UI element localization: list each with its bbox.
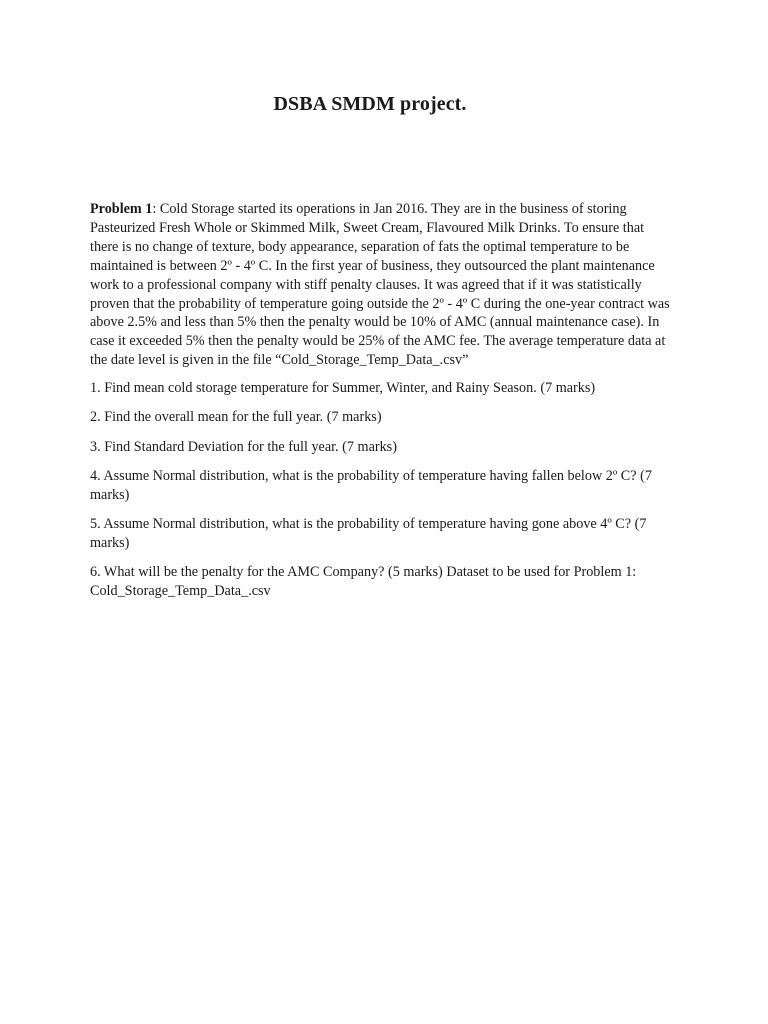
document-body [90, 200, 674, 612]
question-6: 6. What will be the penalty for the AMC Company? (5 marks) Dataset to be used for Problem 1: Cold_Storage_Temp_Data_.csv [90, 564, 637, 600]
question-3: 3. Find Standard Deviation for the full year. (7 marks) [90, 438, 397, 455]
question-4: 4. Assume Normal distribution, what is the probability of temperature having fallen below 2º C? (7 marks) [90, 468, 652, 503]
problem-label: Problem 1 [90, 201, 153, 217]
problem-intro-text: : Cold Storage started its operations in Jan 2016. They are in the business of storing Pasteurized Fresh Whole or Skimmed Milk, Sweet Cream, Flavoured Milk Drinks. To ensure that there is no change of texture, body appearance, separation of fats the optimal temperature to be maintained is between 2º - 4º C. In the first year of business, they outsourced the plant maintenance work to a professional company with stiff penalty clauses. It was agreed that if it was statistically proven that the probability of temperature going outside the 2º - 4º C during the one-year contract was above 2.5% and less than 5% then the penalty would be 10% of AMC (annual maintenance case). In case it exceeded 5% then the penalty would be 25% of the AMC fee. The average temperature data at the date level is given in the file “Cold_Storage_Temp_Data_.csv” [90, 201, 670, 369]
problem-intro-paragraph [90, 200, 674, 370]
question-5: 5. Assume Normal distribution, what is the probability of temperature having gone above 4º C? (7 marks) [90, 516, 647, 552]
question-1: 1. Find mean cold storage temperature for Summer, Winter, and Rainy Season. (7 marks) [90, 380, 596, 397]
document-title: DSBA SMDM project. [273, 93, 467, 115]
question-2: 2. Find the overall mean for the full year. (7 marks) [90, 409, 382, 426]
